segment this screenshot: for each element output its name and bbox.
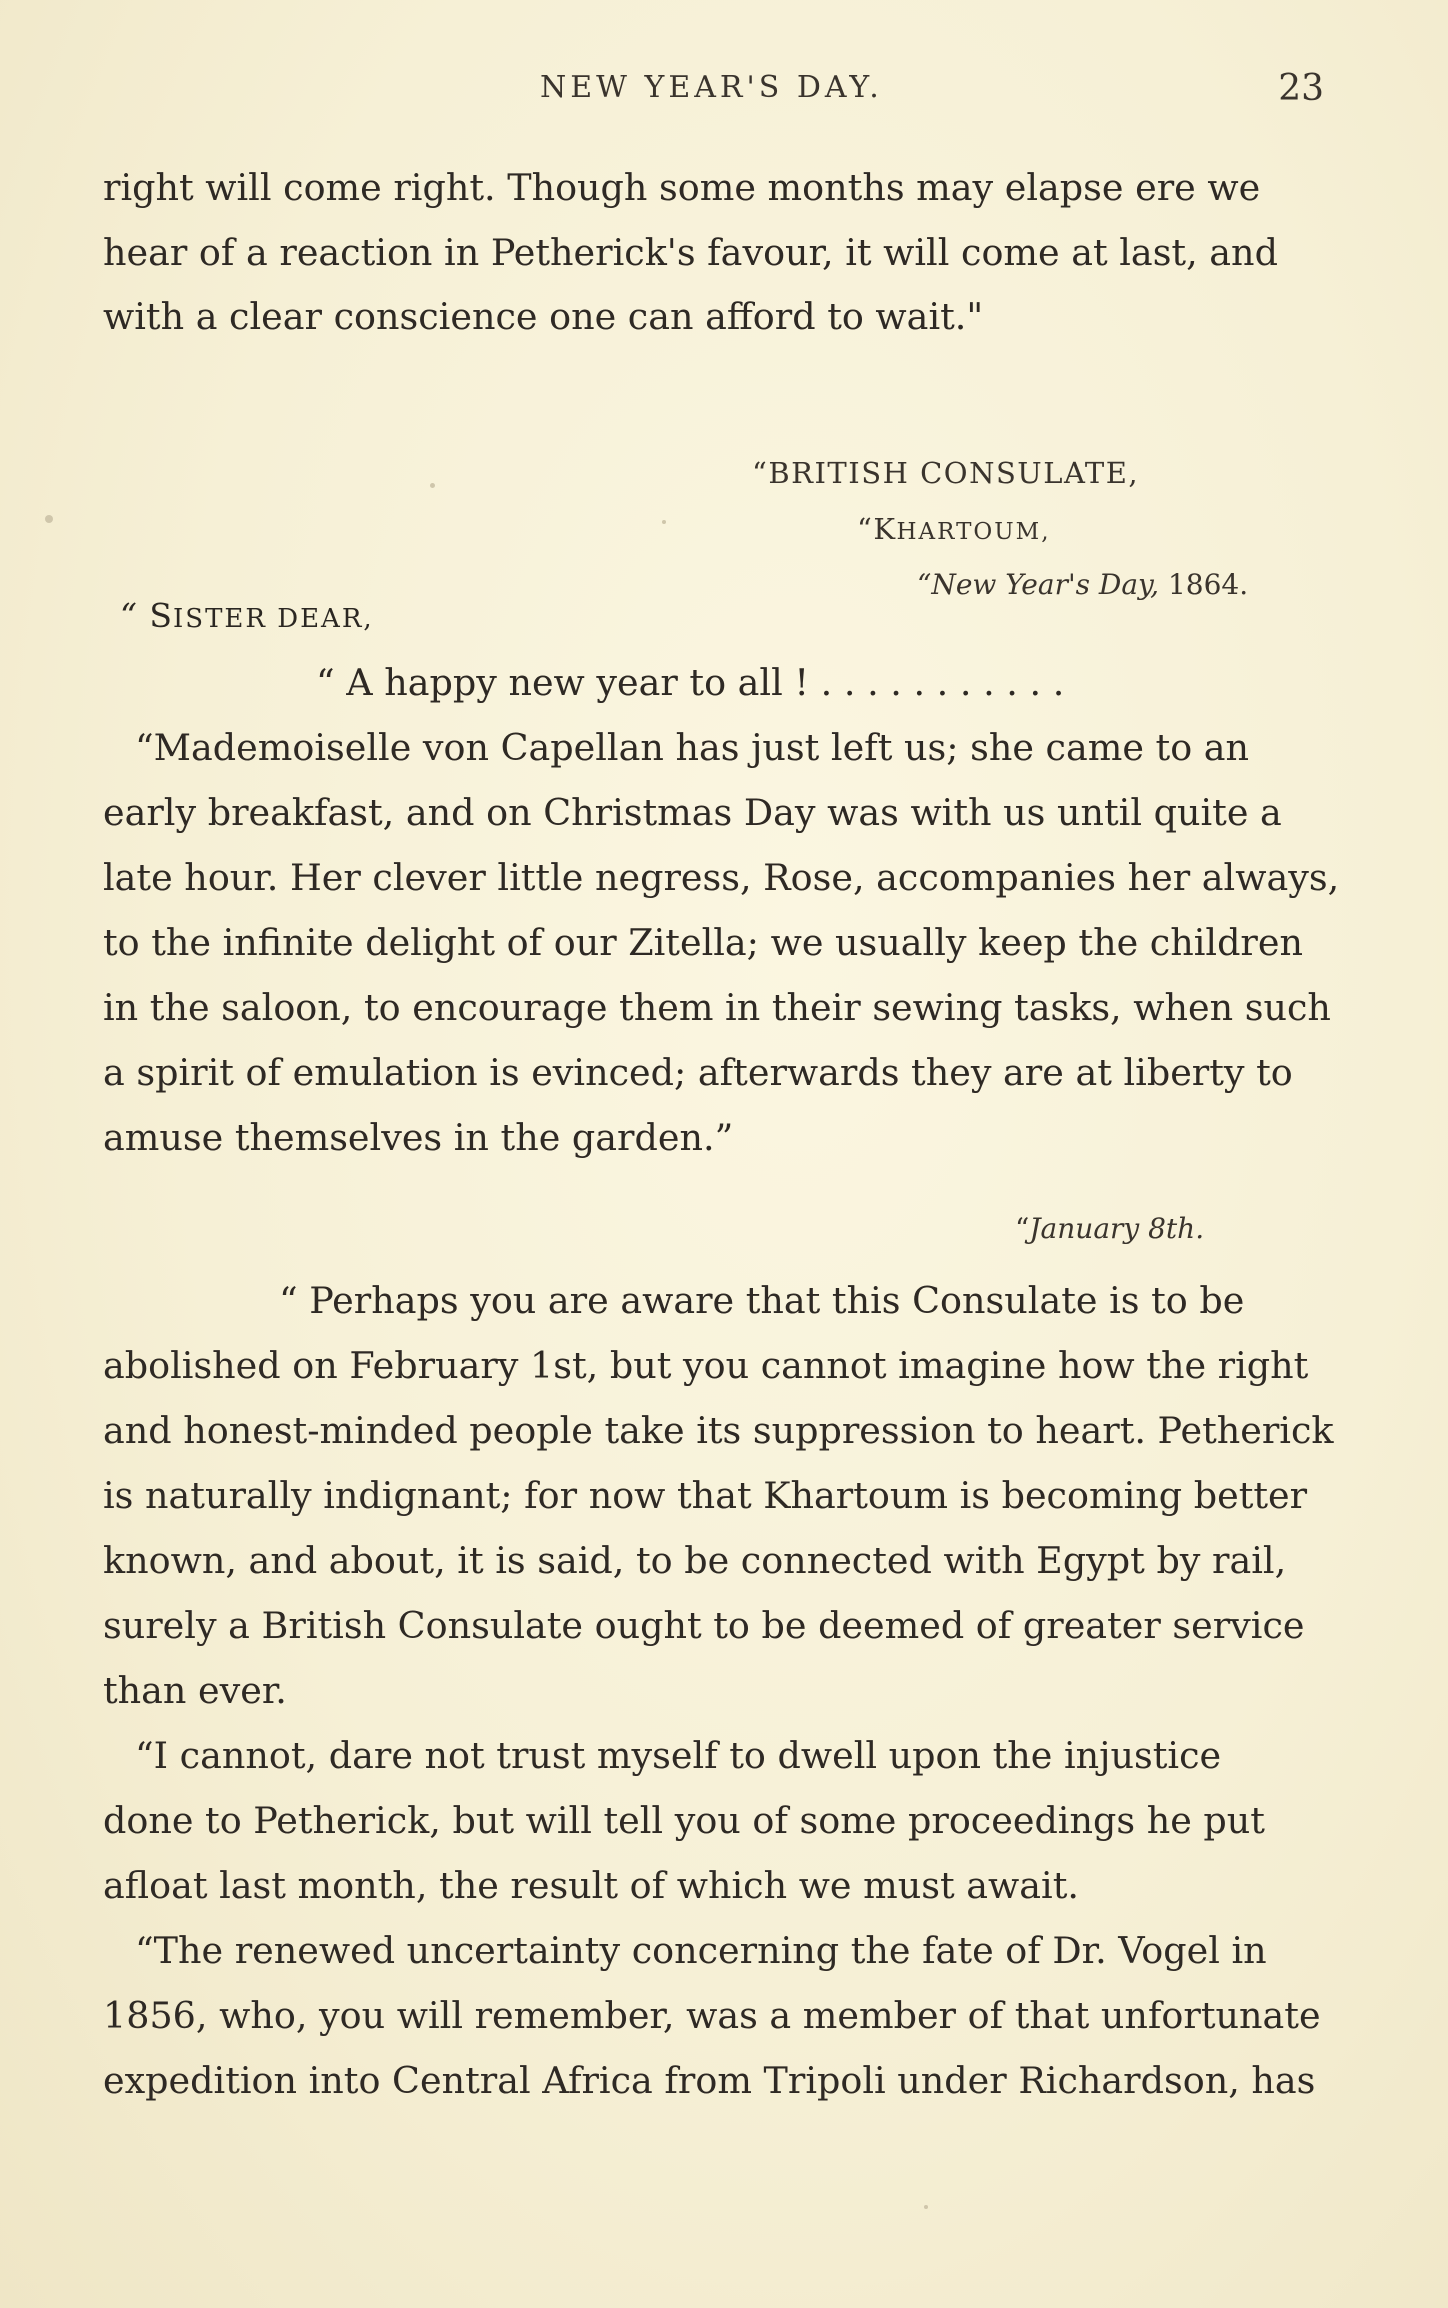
paper-speck — [662, 520, 666, 524]
paper-speck — [430, 483, 435, 488]
text-line: amuse themselves in the garden.” — [103, 1116, 734, 1159]
text-line: hear of a reaction in Petherick's favour, it will come at last, and — [103, 231, 1278, 274]
text-line: “The renewed uncertainty concerning the fate of Dr. Vogel in — [135, 1929, 1267, 1972]
letter-date-line: “New Year's Day, 1864. — [917, 568, 1249, 601]
paper-speck — [45, 515, 53, 523]
letter-heading-line1: “BRITISH CONSULATE, — [752, 456, 1140, 490]
text-line: is naturally indignant; for now that Khartoum is becoming better — [103, 1474, 1308, 1517]
text-line: “ A happy new year to all ! . . . . . . . . . . . — [316, 661, 1065, 704]
text-line: afloat last month, the result of which we must await. — [103, 1864, 1079, 1907]
text-line: and honest-minded people take its suppression to heart. Petherick — [103, 1409, 1334, 1452]
salutation: “ SISTER DEAR, — [120, 596, 374, 635]
running-title: NEW YEAR'S DAY. — [540, 70, 883, 105]
text-line: abolished on February 1st, but you cannot imagine how the right — [103, 1344, 1309, 1387]
text-line: late hour. Her clever little negress, Rose, accompanies her always, — [103, 856, 1340, 899]
text-line: with a clear conscience one can afford to wait." — [103, 295, 984, 338]
text-line: expedition into Central Africa from Tripoli under Richardson, has — [103, 2059, 1316, 2102]
text-line: “I cannot, dare not trust myself to dwell upon the injustice — [135, 1734, 1222, 1777]
letter-date-line: “January 8th. — [1015, 1212, 1205, 1245]
paper-speck — [924, 2205, 928, 2209]
text-line: “Mademoiselle von Capellan has just left us; she came to an — [135, 726, 1250, 769]
text-line: to the infinite delight of our Zitella; we usually keep the children — [103, 921, 1303, 964]
text-line: known, and about, it is said, to be connected with Egypt by rail, — [103, 1539, 1287, 1582]
text-line: a spirit of emulation is evinced; afterwards they are at liberty to — [103, 1051, 1293, 1094]
text-line: in the saloon, to encourage them in their sewing tasks, when such — [103, 986, 1331, 1029]
text-line: than ever. — [103, 1669, 287, 1712]
text-line: “ Perhaps you are aware that this Consulate is to be — [279, 1279, 1245, 1322]
text-line: surely a British Consulate ought to be deemed of greater service — [103, 1604, 1305, 1647]
text-line: early breakfast, and on Christmas Day was with us until quite a — [103, 791, 1282, 834]
page-number: 23 — [1278, 68, 1324, 109]
text-line: 1856, who, you will remember, was a member of that unfortunate — [103, 1994, 1321, 2037]
text-line: done to Petherick, but will tell you of some proceedings he put — [103, 1799, 1265, 1842]
letter-heading-line2: “KHARTOUM, — [857, 512, 1051, 546]
text-line: right will come right. Though some months may elapse ere we — [103, 166, 1261, 209]
